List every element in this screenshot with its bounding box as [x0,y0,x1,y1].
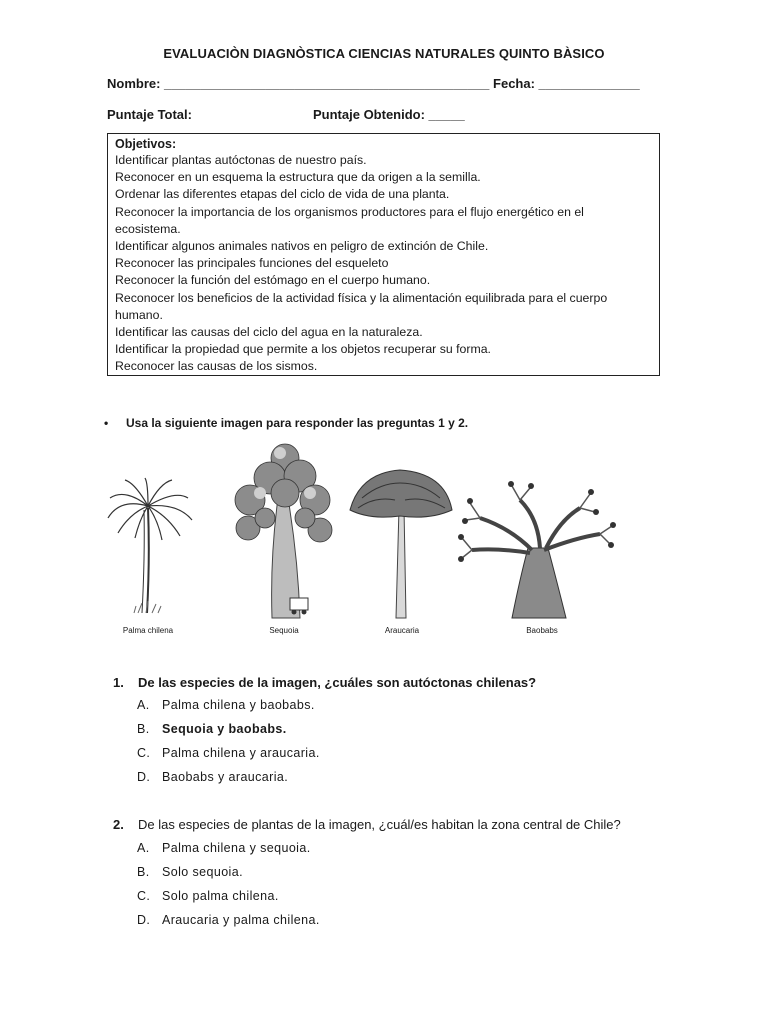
objective-item: Identificar plantas autóctonas de nuestro país. [115,153,367,167]
objective-item: Ordenar las diferentes etapas del ciclo de vida de una planta. [115,187,450,202]
question-number: 2. [113,817,124,832]
answer-option[interactable] [137,841,311,855]
option-text: Sequoia y baobabs. [162,722,287,736]
option-text: Palma chilena y sequoia. [162,841,311,855]
answer-option[interactable] [137,889,279,903]
tree-label: Baobabs [526,626,558,635]
objective-item: Reconocer los beneficios de la actividad física y la alimentación equilibrada para el cuerpo [115,290,608,305]
objective-item: Reconocer en un esquema la estructura que da origen a la semilla. [115,170,481,185]
tree-label: Araucaria [384,626,420,635]
objective-item: Identificar la propiedad que permite a los objetos recuperar su forma. [115,342,491,357]
option-letter: A. [137,698,150,712]
option-text: Palma chilena y baobabs. [162,698,315,712]
question-stem: De las especies de plantas de la imagen, ¿cuál/es habitan la zona central de Chile? [138,817,621,832]
tree-label: Sequoia [269,626,299,635]
option-letter: C. [137,746,151,760]
trees-svg [100,438,620,623]
objective-item: ecosistema. [115,221,181,236]
araucaria-tree-image [350,470,452,618]
instruction [104,416,468,430]
tree-label: Palma chilena [122,626,174,635]
question-number: 1. [113,675,124,690]
objective-item: Identificar algunos animales nativos en peligro de extinción de Chile. [115,239,489,254]
answer-option[interactable] [137,913,320,927]
bullet-icon: • [104,416,109,430]
option-letter: D. [137,913,151,927]
nombre-fecha-line: Nombre: _____________________________________________ Fecha: ______________ [107,76,640,91]
objective-item: Reconocer las principales funciones del esqueleto [115,256,389,271]
option-letter: D. [137,770,151,784]
question-1 [113,675,536,690]
answer-option[interactable] [137,746,320,760]
baobab-tree-image [458,481,616,618]
option-letter: A. [137,841,150,855]
objective-item: humano. [115,307,163,322]
answer-option[interactable] [137,865,243,879]
answer-option[interactable] [137,722,287,736]
objective-item: Reconocer la importancia de los organismos productores para el flujo energético en el [115,204,584,219]
palm-tree-image [108,478,192,613]
option-letter: B. [137,722,150,736]
answer-option[interactable] [137,770,288,784]
answer-option[interactable] [137,698,315,712]
objective-item: Reconocer las causas de los sismos. [115,359,318,374]
option-letter: B. [137,865,150,879]
question-stem: De las especies de la imagen, ¿cuáles son autóctonas chilenas? [138,675,537,690]
objective-item: Reconocer la función del estómago en el cuerpo humano. [115,273,431,288]
option-text: Solo palma chilena. [162,889,279,903]
option-text: Araucaria y palma chilena. [162,913,320,927]
puntaje-total-label: Puntaje Total: [107,107,192,122]
objectives-heading: Objetivos: [115,137,177,151]
objective-item: Identificar las causas del ciclo del agua en la naturaleza. [115,325,423,340]
sequoia-tree-image [235,444,332,618]
option-text: Solo sequoia. [162,865,243,879]
page-title: EVALUACIÒN DIAGNÒSTICA CIENCIAS NATURALES QUINTO BÀSICO [163,46,605,61]
objectives-box [107,133,660,376]
tree-illustrations [100,438,620,638]
question-2 [113,817,621,832]
option-letter: C. [137,889,151,903]
instruction-text: Usa la siguiente imagen para responder las preguntas 1 y 2. [126,416,469,430]
puntaje-obtenido-label: Puntaje Obtenido: _____ [313,107,465,122]
option-text: Palma chilena y araucaria. [162,746,320,760]
option-text: Baobabs y araucaria. [162,770,289,784]
